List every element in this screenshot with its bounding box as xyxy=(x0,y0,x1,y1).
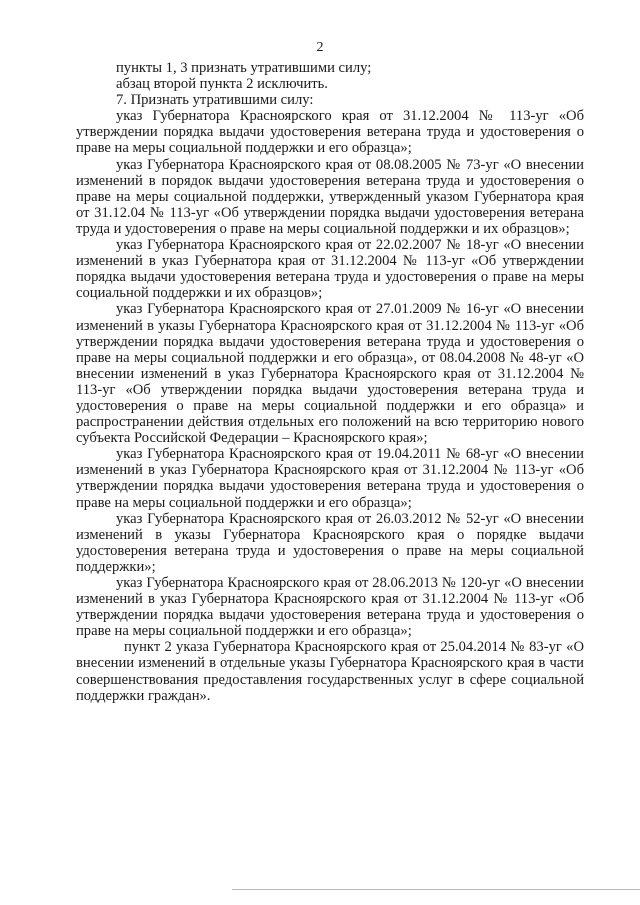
paragraph: указ Губернатора Красноярского края от 27.01.2009 № 16-уг «О внесении изменений в указы Губернатора Красноярского края от 31.12.2004 № 113-уг «Об утверждении порядка выдачи удостоверения ветерана труда и удостоверения о праве на меры социальной поддержки и его образца», от 08.04.2008 № 48-уг «О внесении изменений в указ Губернатора Красноярского края от 31.12.2004 № 113-уг «Об утверждении порядка выдачи удостоверения ветерана труда и удостоверения о праве на меры социальной поддержки и его образца» и распространении действия отдельных его положений на всю территорию нового субъекта Российской Федерации – Красноярского края»; xyxy=(76,301,584,447)
paragraph: 7. Признать утратившими силу: xyxy=(116,92,314,109)
paragraph: указ Губернатора Красноярского края от 22.02.2007 № 18-уг «О внесении изменений в указ Губернатора края от 31.12.2004 № 113-уг «Об утверждении порядка выдачи удостоверения ветерана труда и удостоверения о праве на меры социальной поддержки и их образцов»; xyxy=(76,237,584,302)
paragraph: указ Губернатора Красноярского края от 31.12.2004 № 113-уг «Об утверждении порядка выдачи удостоверения ветерана труда и удостоверения о праве на меры социальной поддержки и его образца»; xyxy=(76,108,584,157)
paragraph: указ Губернатора Красноярского края от 08.08.2005 № 73-уг «О внесении изменений в порядок выдачи удостоверения ветерана труда и удостоверения о праве на меры социальной поддержки, утвержденный указом Губернатора края от 31.12.04 № 113-уг «Об утверждении порядка выдачи удостоверения ветерана труда и удостоверения о праве на меры социальной поддержки и их образцов»; xyxy=(76,156,584,237)
paragraph: пункты 1, 3 признать утратившими силу; xyxy=(116,60,372,76)
scan-edge-line xyxy=(232,889,640,892)
paragraph: указ Губернатора Красноярского края от 28.06.2013 № 120-уг «О внесении изменений в указ Губернатора Красноярского края от 31.12.2004 № 113-уг «Об утверждении порядка выдачи удостоверения ветерана труда и удостоверения о праве на меры социальной поддержки и его образца»; xyxy=(76,575,584,640)
paragraph: пункт 2 указа Губернатора Красноярского края от 25.04.2014 № 83-уг «О внесении изменений в отдельные указы Губернатора Красноярского края в части совершенствования предоставления государственных услуг в сфере социальной поддержки граждан». xyxy=(76,639,584,704)
paragraph: указ Губернатора Красноярского края от 19.04.2011 № 68-уг «О внесении изменений в указ Губернатора Красноярского края от 31.12.2004 № 113-уг «Об утверждении порядка выдачи удостоверения ветерана труда и удостоверения о праве на меры социальной поддержки и его образца»; xyxy=(76,446,584,511)
paragraph: указ Губернатора Красноярского края от 26.03.2012 № 52-уг «О внесении изменений в указы Губернатора Красноярского края о порядке выдачи удостоверения ветерана труда и удостоверения о праве на меры социальной поддержки»; xyxy=(76,510,584,575)
paragraph: абзац второй пункта 2 исключить. xyxy=(116,76,328,93)
page-number: 2 xyxy=(316,40,324,55)
document-body xyxy=(76,60,584,704)
